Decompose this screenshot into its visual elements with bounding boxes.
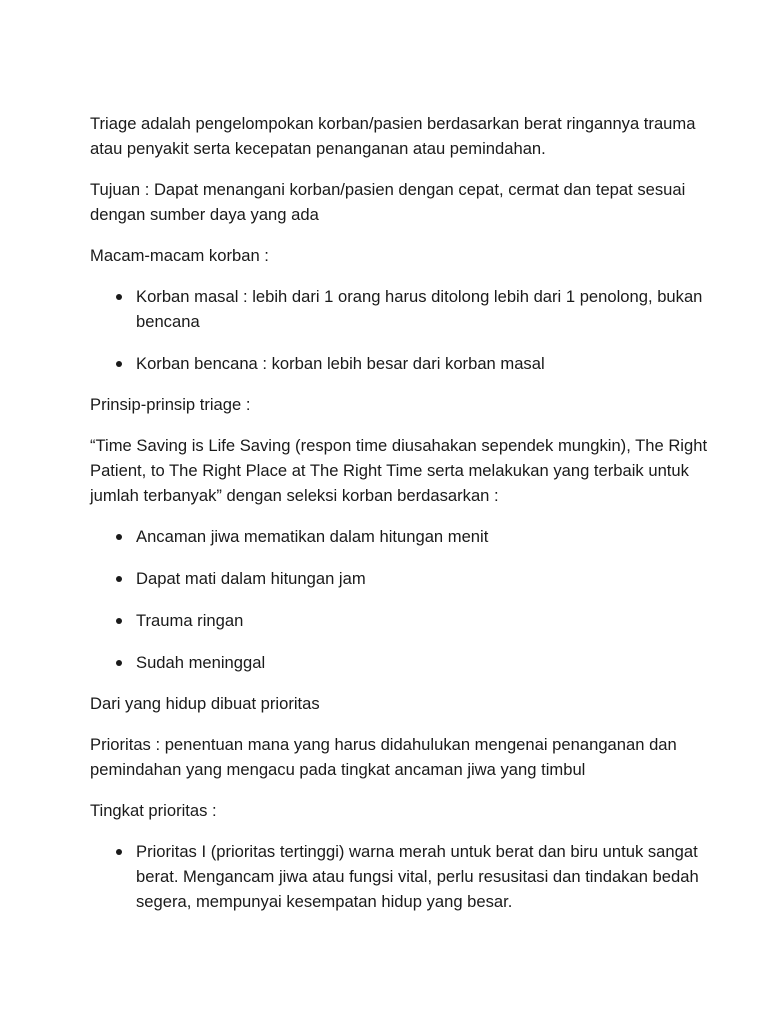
list-item: [90, 524, 710, 549]
goal-paragraph: Tujuan : Dapat menangani korban/pasien dengan cepat, cermat dan tepat sesuai dengan sumber daya yang ada: [90, 180, 686, 224]
victim-types-heading: Macam-macam korban :: [90, 246, 269, 265]
list-item-text: Sudah meninggal: [136, 653, 266, 672]
list-item-text: Korban bencana : korban lebih besar dari korban masal: [136, 354, 545, 373]
priority-definition-paragraph: Prioritas : penentuan mana yang harus didahulukan mengenai penanganan dan pemindahan yang mengacu pada tingkat ancaman jiwa yang timbul: [90, 735, 677, 779]
bullet-icon: [116, 660, 122, 666]
list-item: [90, 839, 710, 914]
victim-types-list: [90, 284, 710, 376]
bullet-icon: [116, 618, 122, 624]
living-priority-paragraph: Dari yang hidup dibuat prioritas: [90, 694, 320, 713]
list-item-text: Ancaman jiwa mematikan dalam hitungan menit: [136, 527, 489, 546]
list-item: [90, 566, 710, 591]
list-item-text: Trauma ringan: [136, 611, 244, 630]
selection-criteria-list: [90, 524, 710, 675]
list-item: [90, 650, 710, 675]
priority-levels-heading: Tingkat prioritas :: [90, 801, 217, 820]
definition-paragraph: Triage adalah pengelompokan korban/pasien berdasarkan berat ringannya trauma atau penyakit serta kecepatan penanganan atau pemindahan.: [90, 114, 696, 158]
list-item: [90, 284, 710, 334]
list-item-text: Prioritas I (prioritas tertinggi) warna merah untuk berat dan biru untuk sangat berat. Mengancam jiwa atau fungsi vital, perlu resusitasi dan tindakan bedah segera, mempunyai kesempatan hidup yang besar.: [136, 842, 699, 911]
bullet-icon: [116, 534, 122, 540]
bullet-icon: [116, 849, 122, 855]
list-item-text: Korban masal : lebih dari 1 orang harus ditolong lebih dari 1 penolong, bukan bencana: [136, 287, 703, 331]
bullet-icon: [116, 294, 122, 300]
bullet-icon: [116, 361, 122, 367]
list-item-text: Dapat mati dalam hitungan jam: [136, 569, 366, 588]
priority-levels-list: [90, 839, 710, 914]
principles-quote: “Time Saving is Life Saving (respon time diusahakan sependek mungkin), The Right Patient, to The Right Place at The Right Time serta melakukan yang terbaik untuk jumlah terbanyak” dengan seleksi korban berdasarkan :: [90, 436, 708, 505]
list-item: [90, 351, 710, 376]
list-item: [90, 608, 710, 633]
principles-heading: Prinsip-prinsip triage :: [90, 395, 251, 414]
bullet-icon: [116, 576, 122, 582]
document-page: [90, 111, 710, 930]
